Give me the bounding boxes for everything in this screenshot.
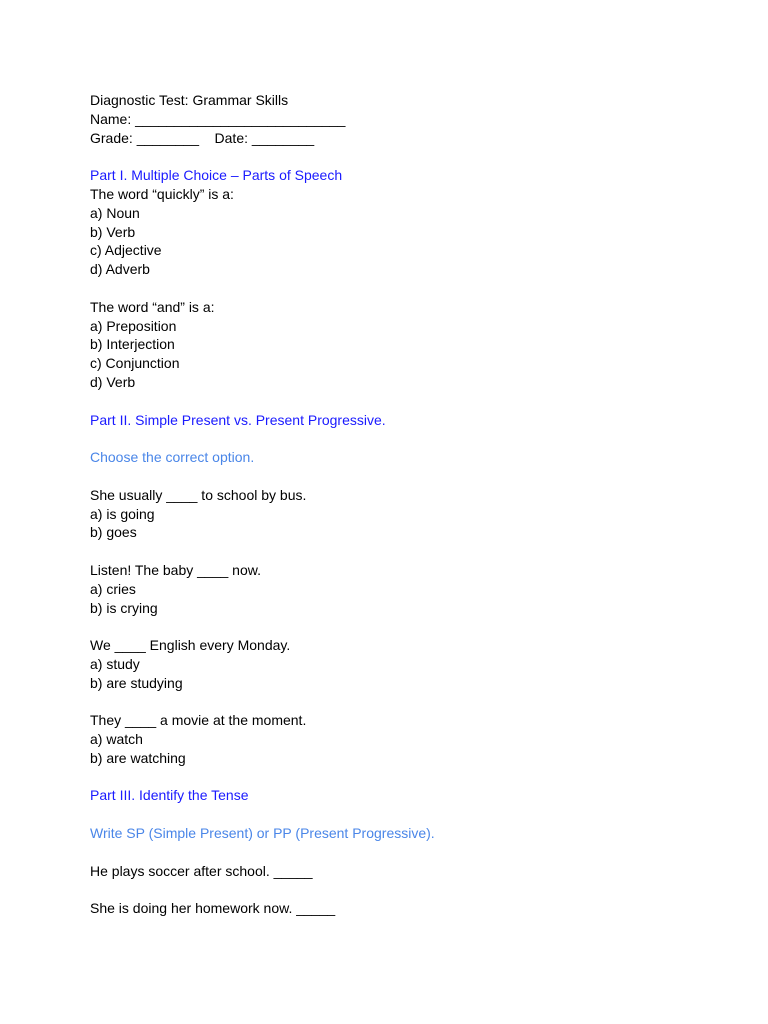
spacer — [90, 843, 730, 862]
option-item: a) watch — [90, 731, 143, 748]
part-3-instruction: Write SP (Simple Present) or PP (Present Progressive). — [90, 825, 435, 842]
part-3-section — [90, 786, 730, 918]
question-text: Listen! The baby ____ now. — [90, 561, 261, 578]
spacer — [90, 147, 730, 166]
option-item: b) are studying — [90, 674, 183, 691]
part-1-question-2 — [90, 298, 730, 392]
option-item: c) Conjunction — [90, 355, 180, 372]
option-item: b) Verb — [90, 223, 136, 240]
part-2-question-4 — [90, 711, 730, 767]
question-text: The word “and” is a: — [90, 298, 215, 315]
part-3-heading: Part III. Identify the Tense — [90, 787, 249, 804]
part-2-instruction: Choose the correct option. — [90, 449, 255, 466]
option-item: b) is crying — [90, 599, 158, 616]
name-field-line: Name: ___________________________ — [90, 110, 346, 127]
spacer — [90, 392, 730, 411]
question-text: The word “quickly” is a: — [90, 185, 234, 202]
part-2-heading: Part II. Simple Present vs. Present Progressive. — [90, 411, 386, 428]
option-item: b) are watching — [90, 749, 186, 766]
option-item: a) Noun — [90, 204, 140, 221]
part-1-section — [90, 166, 730, 392]
option-item: a) is going — [90, 505, 155, 522]
test-header — [90, 91, 730, 147]
option-item: d) Adverb — [90, 261, 150, 278]
option-item: a) cries — [90, 580, 136, 597]
question-text: They ____ a movie at the moment. — [90, 712, 307, 729]
option-item: b) Interjection — [90, 336, 175, 353]
spacer — [90, 768, 730, 787]
tense-item: She is doing her homework now. _____ — [90, 900, 336, 917]
part-2-question-3 — [90, 636, 730, 692]
part-2-section — [90, 411, 730, 768]
question-text: She usually ____ to school by bus. — [90, 486, 307, 503]
part-2-question-2 — [90, 561, 730, 617]
spacer — [90, 805, 730, 824]
option-item: b) goes — [90, 524, 137, 541]
option-item: a) study — [90, 655, 140, 672]
option-item: c) Adjective — [90, 242, 162, 259]
document-page — [90, 91, 730, 918]
spacer — [90, 880, 730, 899]
question-text: We ____ English every Monday. — [90, 637, 291, 654]
part-1-heading: Part I. Multiple Choice – Parts of Speech — [90, 167, 343, 184]
spacer — [90, 542, 730, 561]
option-item: a) Preposition — [90, 317, 177, 334]
part-2-question-1 — [90, 486, 730, 542]
tense-item: He plays soccer after school. _____ — [90, 862, 313, 879]
spacer — [90, 467, 730, 486]
spacer — [90, 693, 730, 712]
part-1-question-1 — [90, 185, 730, 279]
grade-date-line: Grade: ________ Date: ________ — [90, 129, 315, 146]
test-title: Diagnostic Test: Grammar Skills — [90, 92, 289, 108]
spacer — [90, 617, 730, 636]
option-item: d) Verb — [90, 373, 136, 390]
spacer — [90, 429, 730, 448]
spacer — [90, 279, 730, 298]
